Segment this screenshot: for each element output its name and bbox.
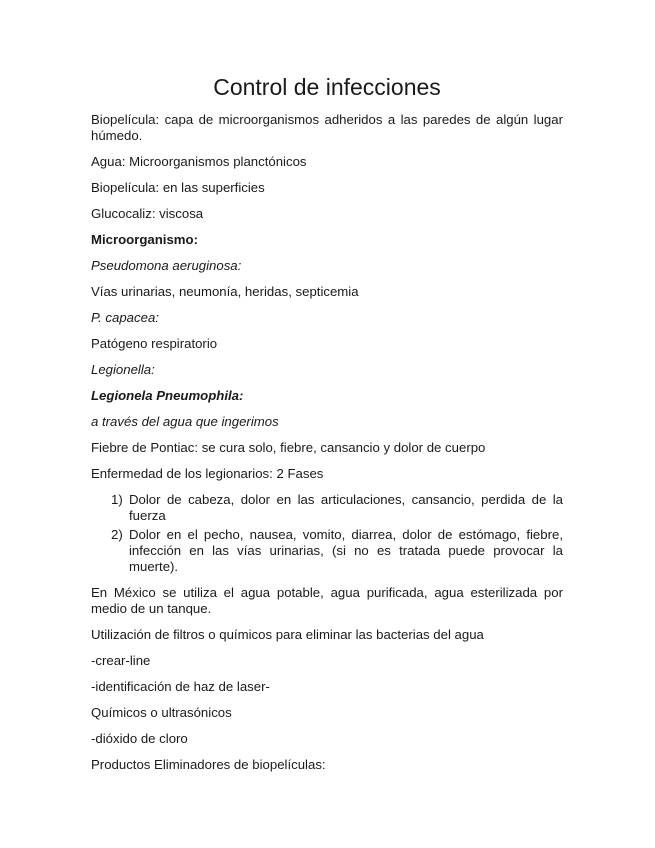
paragraph-biopelicula-superficies: Biopelícula: en las superficies	[91, 180, 265, 195]
list-item-number: 1)	[111, 492, 123, 507]
paragraph-agua: Agua: Microorganismos planctónicos	[91, 154, 307, 169]
list-item-number: 2)	[111, 527, 123, 542]
paragraph-quimicos: Químicos o ultrasónicos	[91, 705, 232, 720]
list-item	[91, 527, 563, 575]
heading-legionela-pneumophila: Legionela Pneumophila:	[91, 388, 244, 403]
paragraph-crear-line: -crear-line	[91, 653, 151, 668]
heading-legionella: Legionella:	[91, 362, 155, 377]
paragraph-pseudomona-effects: Vías urinarias, neumonía, heridas, septicemia	[91, 284, 359, 299]
paragraph-haz-laser: -identificación de haz de laser-	[91, 679, 270, 694]
paragraph-productos-eliminadores: Productos Eliminadores de biopelículas:	[91, 757, 326, 772]
paragraph-glucocaliz: Glucocaliz: viscosa	[91, 206, 204, 221]
list-item	[91, 492, 563, 524]
list-item-text: Dolor en el pecho, nausea, vomito, diarrea, dolor de estómago, fiebre, infección en las vías urinarias, (si no es tratada puede provocar la muerte).	[129, 527, 563, 574]
document-title: Control de infecciones	[213, 74, 441, 100]
paragraph-transmission: a través del agua que ingerimos	[91, 414, 279, 429]
phases-list	[91, 492, 563, 575]
paragraph-biopelicula-definition: Biopelícula: capa de microorganismos adheridos a las paredes de algún lugar húmedo.	[91, 112, 563, 143]
paragraph-patogeno: Patógeno respiratorio	[91, 336, 218, 351]
paragraph-mexico-agua: En México se utiliza el agua potable, agua purificada, agua esterilizada por medio de un tanque.	[91, 585, 563, 616]
document-page	[91, 72, 563, 783]
paragraph-fiebre-pontiac: Fiebre de Pontiac: se cura solo, fiebre, cansancio y dolor de cuerpo	[91, 440, 486, 455]
list-item-text: Dolor de cabeza, dolor en las articulaciones, cansancio, perdida de la fuerza	[129, 492, 563, 523]
paragraph-dioxido-cloro: -dióxido de cloro	[91, 731, 188, 746]
paragraph-enfermedad-legionarios: Enfermedad de los legionarios: 2 Fases	[91, 466, 324, 481]
heading-pseudomona: Pseudomona aeruginosa:	[91, 258, 242, 273]
heading-microorganismo: Microorganismo:	[91, 232, 198, 247]
heading-p-capacea: P. capacea:	[91, 310, 159, 325]
paragraph-filtros: Utilización de filtros o químicos para eliminar las bacterias del agua	[91, 627, 484, 642]
